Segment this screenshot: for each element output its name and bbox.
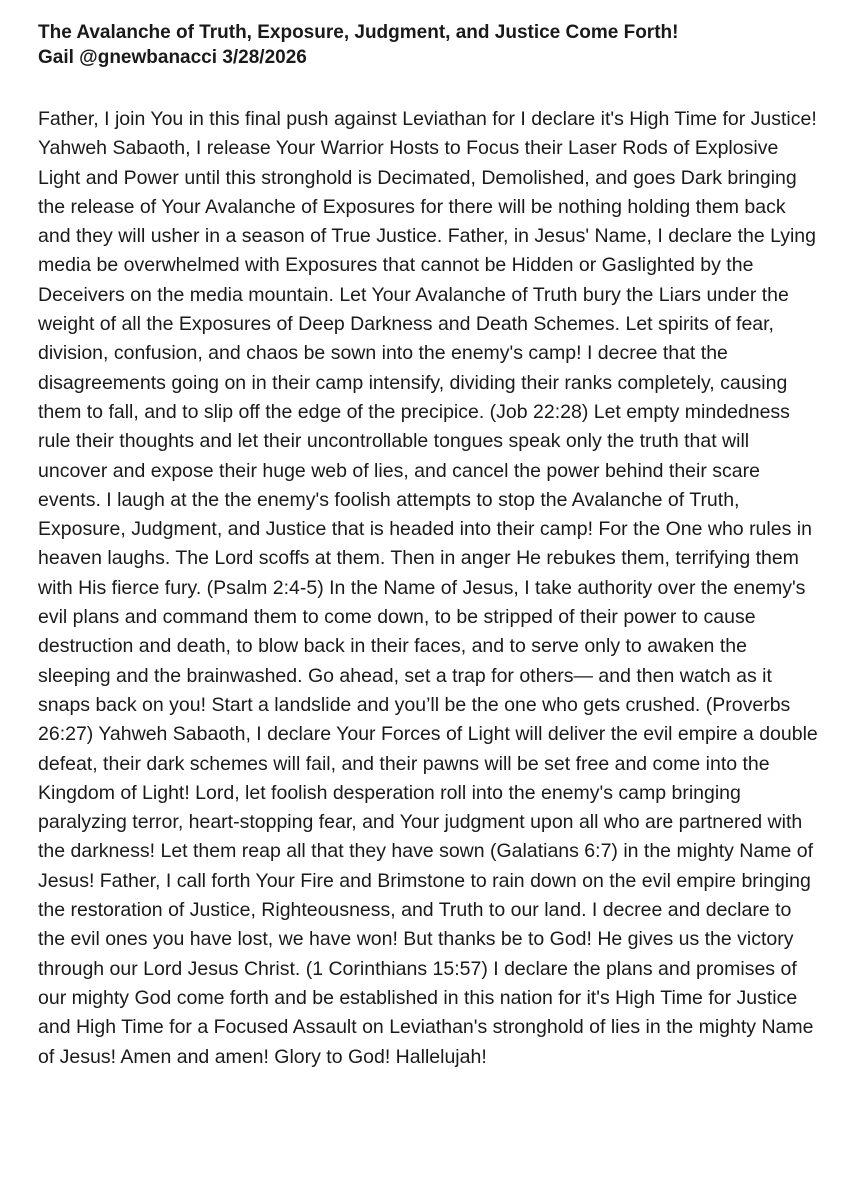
- prayer-body: Father, I join You in this final push against Leviathan for I declare it's High Time for Justice! Yahweh Sabaoth, I release Your Warrior Hosts to Focus their Laser Rods of Explosive Light and Power until this stronghold is Decimated, Demolished, and goes Dark bringing the release of Your Avalanche of Exposures for there will be nothing holding them back and they will usher in a season of True Justice. Father, in Jesus' Name, I declare the Lying media be overwhelmed with Exposures that cannot be Hidden or Gaslighted by the Deceivers on the media mountain. Let Your Avalanche of Truth bury the Liars under the weight of all the Exposures of Deep Darkness and Death Schemes. Let spirits of fear, division, confusion, and chaos be sown into the enemy's camp! I decree that the disagreements going on in their camp intensify, dividing their ranks completely, causing them to fall, and to slip off the edge of the precipice. (Job 22:28) Let empty mindedness rule their thoughts and let their uncontrollable tongues speak only the truth that will uncover and expose their huge web of lies, and cancel the power behind their scare events. I laugh at the the enemy's foolish attempts to stop the Avalanche of Truth, Exposure, Judgment, and Justice that is headed into their camp! For the One who rules in heaven laughs. The Lord scoffs at them. Then in anger He rebukes them, terrifying them with His fierce fury. (Psalm 2:4-5) In the Name of Jesus, I take authority over the enemy's evil plans and command them to come down, to be stripped of their power to cause destruction and death, to blow back in their faces, and to serve only to awaken the sleeping and the brainwashed. Go ahead, set a trap for others— and then watch as it snaps back on you! Start a landslide and you’ll be the one who gets crushed. (Proverbs 26:27) Yahweh Sabaoth, I declare Your Forces of Light will deliver the evil empire a double defeat, their dark schemes will fail, and their pawns will be set free and come into the Kingdom of Light! Lord, let foolish desperation roll into the enemy's camp bringing paralyzing terror, heart-stopping fear, and Your judgment upon all who are partnered with the darkness! Let them reap all that they have sown (Galatians 6:7) in the mighty Name of Jesus! Father, I call forth Your Fire and Brimstone to rain down on the evil empire bringing the restoration of Justice, Righteousness, and Truth to our land. I decree and declare to the evil ones you have lost, we have won! But thanks be to God! He gives us the victory through our Lord Jesus Christ. (1 Corinthians 15:57) I declare the plans and promises of our mighty God come forth and be established in this nation for it's High Time for Justice and High Time for a Focused Assault on Leviathan's stronghold of lies in the mighty Name of Jesus! Amen and amen! Glory to God! Hallelujah!: [38, 108, 818, 1068]
- author-date-line: [38, 45, 811, 70]
- post-date: 3/28/2026: [222, 47, 307, 68]
- author-handle: Gail @gnewbanacci: [38, 47, 218, 68]
- document-header: [38, 20, 811, 70]
- document-title: The Avalanche of Truth, Exposure, Judgment, and Justice Come Forth!: [38, 22, 679, 43]
